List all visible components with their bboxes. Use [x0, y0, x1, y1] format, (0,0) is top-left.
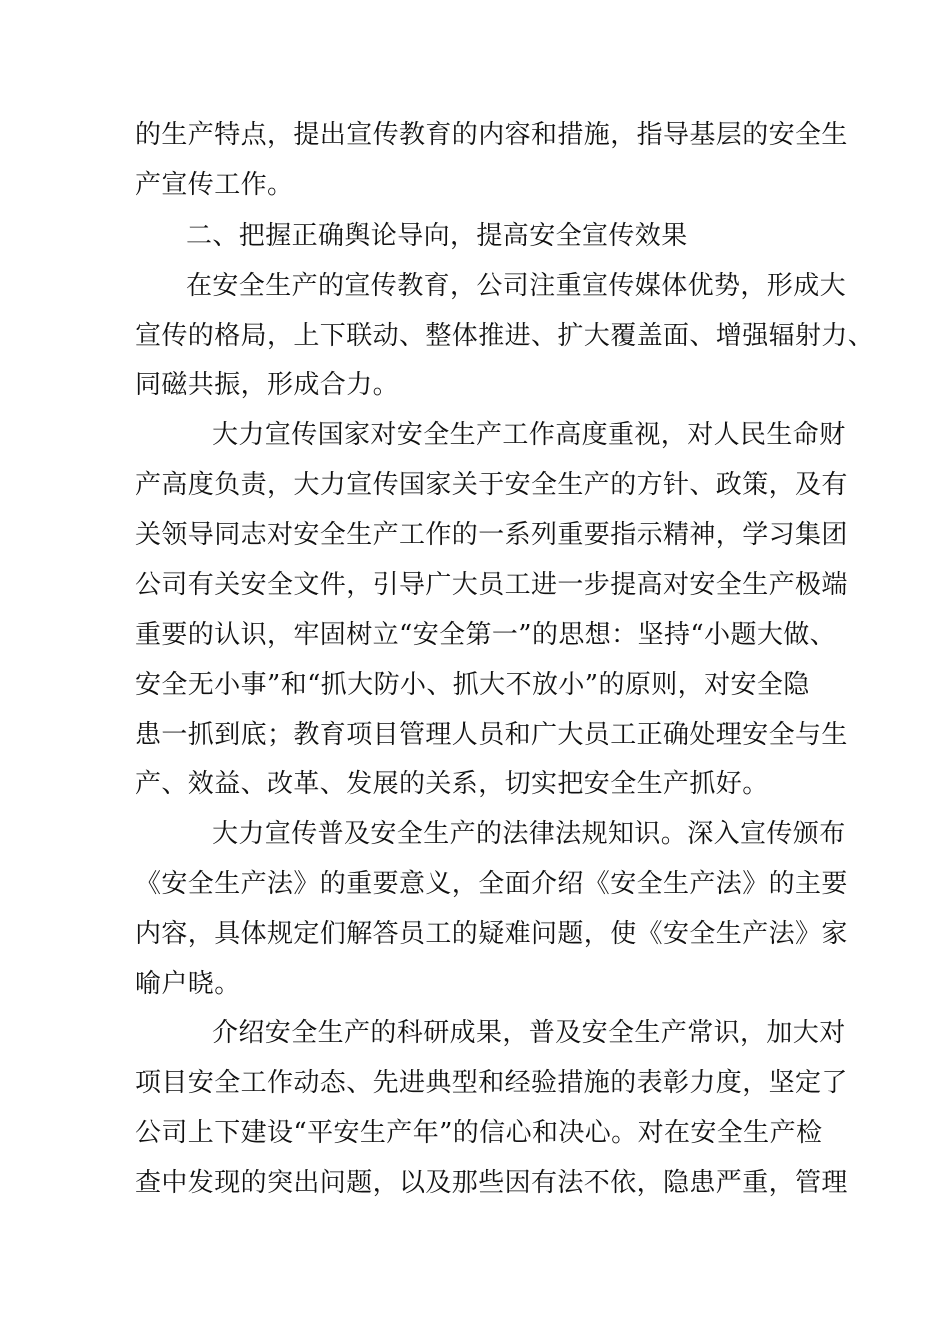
text-line: 的生产特点，提出宣传教育的内容和措施，指导基层的安全生 — [135, 120, 848, 150]
text-line: 重要的认识，牢固树立“安全第一”的思想：坚持“小题大做、 — [135, 620, 837, 650]
text-line: 喻户晓。 — [135, 969, 241, 999]
text-line: 公司有关安全文件，引导广大员工进一步提高对安全生产极端 — [135, 570, 848, 600]
text-line: 在安全生产的宣传教育，公司注重宣传媒体优势，形成大 — [186, 271, 847, 301]
text-line: 项目安全工作动态、先进典型和经验措施的表彰力度，坚定了 — [135, 1068, 848, 1098]
text-line: 大力宣传普及安全生产的法律法规知识。深入宣传颁布 — [212, 819, 846, 849]
text-line: 患一抓到底；教育项目管理人员和广大员工正确处理安全与生 — [135, 720, 848, 750]
text-line: 大力宣传国家对安全生产工作高度重视，对人民生命财 — [212, 420, 846, 450]
section-heading: 二、把握正确舆论导向，提高安全宣传效果 — [186, 221, 688, 251]
text-line: 安全无小事”和“抓大防小、抓大不放小”的原则，对安全隐 — [135, 670, 810, 700]
text-line: 内容，具体规定们解答员工的疑难问题，使《安全生产法》家 — [135, 919, 848, 949]
text-line: 宣传的格局，上下联动、整体推进、扩大覆盖面、增强辐射力、 — [135, 321, 875, 351]
text-line: 同磁共振，形成合力。 — [135, 370, 400, 400]
text-line: 产、效益、改革、发展的关系，切实把安全生产抓好。 — [135, 769, 769, 799]
text-line: 公司上下建设“平安生产年”的信心和决心。对在安全生产检 — [135, 1118, 823, 1148]
text-line: 《安全生产法》的重要意义，全面介绍《安全生产法》的主要 — [135, 869, 848, 899]
text-line: 产高度负责，大力宣传国家关于安全生产的方针、政策，及有 — [135, 470, 848, 500]
text-line: 关领导同志对安全生产工作的一系列重要指示精神，学习集团 — [135, 520, 848, 550]
text-line: 介绍安全生产的科研成果，普及安全生产常识，加大对 — [212, 1018, 846, 1048]
text-line: 查中发现的突出问题，以及那些因有法不依，隐患严重，管理 — [135, 1168, 848, 1198]
text-line: 产宣传工作。 — [135, 170, 294, 200]
